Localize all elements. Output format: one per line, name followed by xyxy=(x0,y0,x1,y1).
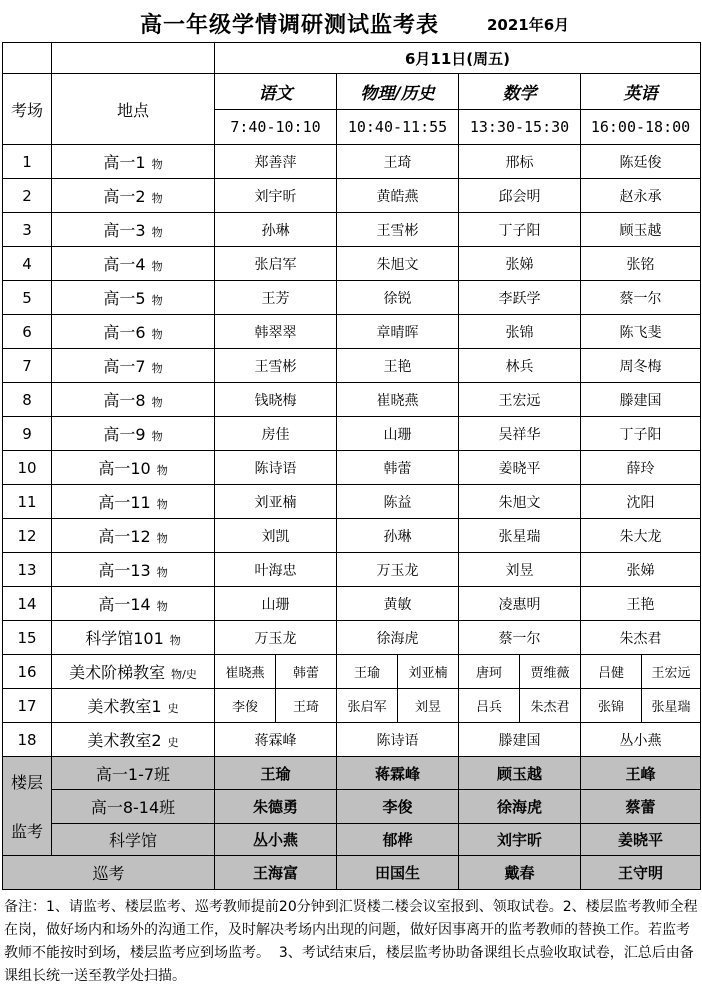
table-row xyxy=(3,179,701,213)
proctor-cell: 徐海虎 xyxy=(337,621,459,655)
table-row xyxy=(3,247,701,281)
room-number: 14 xyxy=(3,587,52,621)
room-number: 5 xyxy=(3,281,52,315)
room-number: 8 xyxy=(3,383,52,417)
proctor-cell: 薛玲 xyxy=(581,451,701,485)
patrol-cell: 王海富 xyxy=(215,856,337,890)
proctor-cell: 李跃学 xyxy=(459,281,581,315)
proctor-cell: 朱旭文 xyxy=(337,247,459,281)
floor-range-label: 高一8-14班 xyxy=(52,790,215,824)
title-date: 2021年6月 xyxy=(487,16,570,34)
proctor-cell: 万玉龙 xyxy=(215,621,337,655)
proctor-cell: 凌惠明 xyxy=(459,587,581,621)
room-location: 高一6 物 xyxy=(52,315,215,349)
col-header-location: 地点 xyxy=(52,74,215,145)
notes-text: 备注：1、请监考、楼层监考、巡考教师提前20分钟到汇贤楼二楼会议室报到、领取试卷。2、楼层监考教师全程在岗，做好场内和场外的沟通工作，及时解决考场内出现的问题，做好因事离开的监考教师的替换工作。若监考教师不能按时到场，楼层监考应到场监考。 3、考试结束后，楼层监考协助备课组长点验收取试卷，汇总后由备课组长统一送至教学处扫描。 xyxy=(4,899,698,984)
subject-english: 英语 xyxy=(581,74,701,110)
room-tag: 史 xyxy=(167,736,179,749)
room-number: 16 xyxy=(3,655,52,689)
room-number: 7 xyxy=(3,349,52,383)
room-tag: 物 xyxy=(151,328,163,341)
floor-proctor-cell: 蒋霖峰 xyxy=(337,757,459,790)
time-chinese: 7:40-10:10 xyxy=(215,110,337,145)
proctor-cell: 张星瑞 xyxy=(459,519,581,553)
proctor-cell: 邢标 xyxy=(459,145,581,179)
proctor-cell: 顾玉越 xyxy=(581,213,701,247)
proctor-cell: 邱会明 xyxy=(459,179,581,213)
table-row xyxy=(3,553,701,587)
room-number: 10 xyxy=(3,451,52,485)
table-row xyxy=(3,281,701,315)
header-empty-cell xyxy=(3,43,52,74)
proctor-cell: 崔晓燕 xyxy=(215,655,276,689)
floor-proctor-cell: 王峰 xyxy=(581,757,701,790)
floor-proctor-cell: 王瑜 xyxy=(215,757,337,790)
patrol-cell: 田国生 xyxy=(337,856,459,890)
proctor-cell: 王艳 xyxy=(337,349,459,383)
floor-proctor-cell: 姜晓平 xyxy=(581,824,701,856)
proctor-cell: 陈诗语 xyxy=(215,451,337,485)
floor-proctor-cell: 朱德勇 xyxy=(215,790,337,824)
floor-proctor-cell: 丛小燕 xyxy=(215,824,337,856)
proctor-cell: 丁子阳 xyxy=(581,417,701,451)
proctor-cell: 蒋霖峰 xyxy=(215,723,337,757)
proctor-cell: 朱旭文 xyxy=(459,485,581,519)
proctor-cell: 刘宇昕 xyxy=(215,179,337,213)
proctor-cell: 王宏远 xyxy=(642,655,701,689)
room-location: 高一9 物 xyxy=(52,417,215,451)
table-row xyxy=(3,621,701,655)
proctor-cell: 张锦 xyxy=(581,689,642,723)
proctor-cell: 刘亚楠 xyxy=(215,485,337,519)
proctor-cell: 吕兵 xyxy=(459,689,520,723)
room-tag: 物 xyxy=(156,498,168,511)
proctor-cell: 王雪彬 xyxy=(337,213,459,247)
room-tag: 物/史 xyxy=(171,668,197,681)
room-location: 高一14 物 xyxy=(52,587,215,621)
room-number: 9 xyxy=(3,417,52,451)
patrol-label: 巡考 xyxy=(3,856,215,890)
proctor-cell: 张星瑞 xyxy=(642,689,701,723)
proctor-cell: 陈诗语 xyxy=(337,723,459,757)
table-row xyxy=(3,213,701,247)
proctor-cell: 蔡一尔 xyxy=(459,621,581,655)
proctor-cell: 蔡一尔 xyxy=(581,281,701,315)
room-location: 高一12 物 xyxy=(52,519,215,553)
table-row xyxy=(3,145,701,179)
exam-proctor-table xyxy=(2,42,701,890)
table-row xyxy=(3,723,701,757)
proctor-cell: 贾维薇 xyxy=(520,655,581,689)
room-tag: 史 xyxy=(167,702,179,715)
proctor-cell: 滕建国 xyxy=(581,383,701,417)
floor-proctor-cell: 郁桦 xyxy=(337,824,459,856)
date-header: 6月11日(周五) xyxy=(215,43,701,74)
room-location: 高一4 物 xyxy=(52,247,215,281)
table-row xyxy=(3,417,701,451)
table-row xyxy=(3,655,701,689)
proctor-cell: 山珊 xyxy=(337,417,459,451)
floor-proctor-row xyxy=(3,790,701,824)
proctor-cell: 王艳 xyxy=(581,587,701,621)
room-number: 12 xyxy=(3,519,52,553)
room-location: 高一11 物 xyxy=(52,485,215,519)
floor-proctor-cell: 李俊 xyxy=(337,790,459,824)
room-number: 1 xyxy=(3,145,52,179)
floor-proctor-cell: 蔡蕾 xyxy=(581,790,701,824)
proctor-cell: 孙琳 xyxy=(215,213,337,247)
floor-proctor-cell: 顾玉越 xyxy=(459,757,581,790)
patrol-cell: 王守明 xyxy=(581,856,701,890)
proctor-cell: 韩蕾 xyxy=(276,655,337,689)
room-tag: 物 xyxy=(156,532,168,545)
proctor-cell: 韩蕾 xyxy=(337,451,459,485)
room-location: 高一5 物 xyxy=(52,281,215,315)
floor-proctor-cell: 刘宇昕 xyxy=(459,824,581,856)
page-title: 高一年级学情调研测试监考表 xyxy=(140,13,440,38)
time-math: 13:30-15:30 xyxy=(459,110,581,145)
subject-physics-history: 物理/历史 xyxy=(337,74,459,110)
proctor-cell: 刘凯 xyxy=(215,519,337,553)
table-row xyxy=(3,315,701,349)
title-bar xyxy=(0,0,702,42)
proctor-cell: 王瑜 xyxy=(337,655,398,689)
proctor-cell: 孙琳 xyxy=(337,519,459,553)
proctor-cell: 周冬梅 xyxy=(581,349,701,383)
proctor-cell: 陈飞斐 xyxy=(581,315,701,349)
room-number: 11 xyxy=(3,485,52,519)
proctor-cell: 王芳 xyxy=(215,281,337,315)
proctor-cell: 朱大龙 xyxy=(581,519,701,553)
room-location: 美术阶梯教室 物/史 xyxy=(52,655,215,689)
room-tag: 物 xyxy=(156,566,168,579)
room-location: 高一8 物 xyxy=(52,383,215,417)
floor-proctor-row xyxy=(3,757,701,790)
floor-proctor-label: 楼层 监考 xyxy=(3,757,52,856)
proctor-cell: 朱杰君 xyxy=(520,689,581,723)
floor-proctor-row xyxy=(3,824,701,856)
room-location: 高一7 物 xyxy=(52,349,215,383)
proctor-cell: 陈益 xyxy=(337,485,459,519)
table-row xyxy=(3,485,701,519)
proctor-cell: 张娣 xyxy=(459,247,581,281)
proctor-cell: 黄敏 xyxy=(337,587,459,621)
proctor-cell: 陈廷俊 xyxy=(581,145,701,179)
proctor-cell: 万玉龙 xyxy=(337,553,459,587)
proctor-cell: 山珊 xyxy=(215,587,337,621)
floor-range-label: 科学馆 xyxy=(52,824,215,856)
room-number: 4 xyxy=(3,247,52,281)
room-tag: 物 xyxy=(151,260,163,273)
room-tag: 物 xyxy=(151,430,163,443)
proctor-cell: 黄皓燕 xyxy=(337,179,459,213)
proctor-cell: 刘亚楠 xyxy=(398,655,459,689)
proctor-cell: 章晴晖 xyxy=(337,315,459,349)
proctor-cell: 刘昱 xyxy=(459,553,581,587)
floor-range-label: 高一1-7班 xyxy=(52,757,215,790)
room-tag: 物 xyxy=(151,396,163,409)
proctor-cell: 张启军 xyxy=(337,689,398,723)
room-location: 美术教室2 史 xyxy=(52,723,215,757)
subject-math: 数学 xyxy=(459,74,581,110)
room-location: 高一13 物 xyxy=(52,553,215,587)
proctor-cell: 姜晓平 xyxy=(459,451,581,485)
proctor-cell: 滕建国 xyxy=(459,723,581,757)
table-row xyxy=(3,349,701,383)
proctor-cell: 刘昱 xyxy=(398,689,459,723)
room-number: 13 xyxy=(3,553,52,587)
room-number: 18 xyxy=(3,723,52,757)
room-location: 高一3 物 xyxy=(52,213,215,247)
room-tag: 物 xyxy=(151,226,163,239)
proctor-cell: 张娣 xyxy=(581,553,701,587)
proctor-cell: 王琦 xyxy=(276,689,337,723)
proctor-cell: 吕健 xyxy=(581,655,642,689)
proctor-cell: 唐珂 xyxy=(459,655,520,689)
room-tag: 物 xyxy=(151,192,163,205)
proctor-cell: 朱杰君 xyxy=(581,621,701,655)
proctor-cell: 吴祥华 xyxy=(459,417,581,451)
room-number: 6 xyxy=(3,315,52,349)
header-empty-cell xyxy=(52,43,215,74)
proctor-cell: 王雪彬 xyxy=(215,349,337,383)
room-number: 15 xyxy=(3,621,52,655)
proctor-cell: 张铭 xyxy=(581,247,701,281)
proctor-cell: 张启军 xyxy=(215,247,337,281)
subject-chinese: 语文 xyxy=(215,74,337,110)
time-english: 16:00-18:00 xyxy=(581,110,701,145)
room-tag: 物 xyxy=(151,158,163,171)
room-location: 高一2 物 xyxy=(52,179,215,213)
proctor-cell: 丛小燕 xyxy=(581,723,701,757)
proctor-cell: 张锦 xyxy=(459,315,581,349)
room-location: 美术教室1 史 xyxy=(52,689,215,723)
patrol-cell: 戴春 xyxy=(459,856,581,890)
room-number: 3 xyxy=(3,213,52,247)
room-number: 2 xyxy=(3,179,52,213)
proctor-cell: 丁子阳 xyxy=(459,213,581,247)
table-row xyxy=(3,383,701,417)
proctor-cell: 王琦 xyxy=(337,145,459,179)
room-tag: 物 xyxy=(151,294,163,307)
proctor-cell: 房佳 xyxy=(215,417,337,451)
proctor-cell: 赵永承 xyxy=(581,179,701,213)
room-location: 高一10 物 xyxy=(52,451,215,485)
room-tag: 物 xyxy=(169,634,181,647)
proctor-cell: 钱晓梅 xyxy=(215,383,337,417)
room-tag: 物 xyxy=(156,600,168,613)
table-row xyxy=(3,587,701,621)
table-row xyxy=(3,689,701,723)
col-header-room: 考场 xyxy=(3,74,52,145)
time-physics-history: 10:40-11:55 xyxy=(337,110,459,145)
proctor-cell: 韩翠翠 xyxy=(215,315,337,349)
proctor-cell: 郑善萍 xyxy=(215,145,337,179)
proctor-cell: 叶海忠 xyxy=(215,553,337,587)
proctor-cell: 徐锐 xyxy=(337,281,459,315)
table-row xyxy=(3,519,701,553)
room-tag: 物 xyxy=(151,362,163,375)
floor-proctor-cell: 徐海虎 xyxy=(459,790,581,824)
room-tag: 物 xyxy=(156,464,168,477)
table-row xyxy=(3,451,701,485)
room-location: 高一1 物 xyxy=(52,145,215,179)
proctor-cell: 李俊 xyxy=(215,689,276,723)
proctor-cell: 林兵 xyxy=(459,349,581,383)
room-number: 17 xyxy=(3,689,52,723)
proctor-cell: 王宏远 xyxy=(459,383,581,417)
room-location: 科学馆101 物 xyxy=(52,621,215,655)
proctor-cell: 崔晓燕 xyxy=(337,383,459,417)
proctor-cell: 沈阳 xyxy=(581,485,701,519)
patrol-row xyxy=(3,856,701,890)
